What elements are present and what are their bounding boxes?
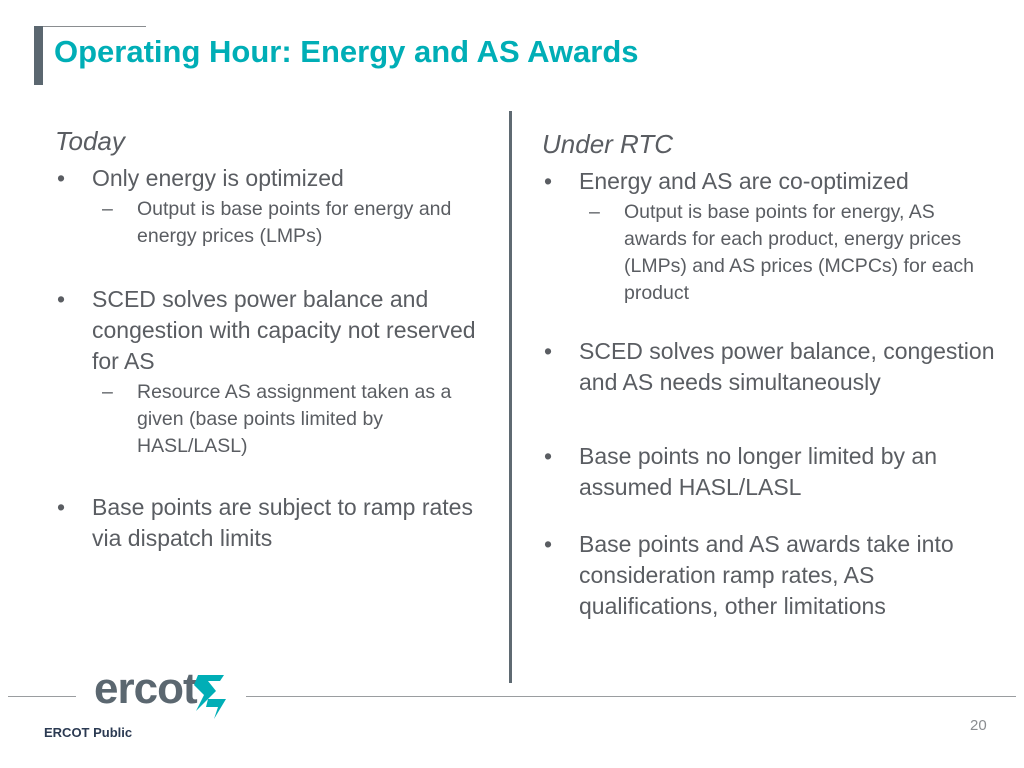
bullet-text: SCED solves power balance and congestion with capacity not reserved for AS	[92, 286, 476, 374]
bullet-text: Only energy is optimized	[92, 165, 344, 191]
lightning-bolt-icon	[194, 673, 228, 721]
column-under-rtc	[542, 129, 1002, 622]
column-heading-today: Today	[55, 126, 125, 156]
bullet-text: SCED solves power balance, congestion and AS needs simultaneously	[579, 338, 995, 395]
sub-bullet-item	[92, 379, 495, 460]
sub-bullet-text: Output is base points for energy, AS awards for each product, energy prices (LMPs) and AS prices (MCPCs) for each product	[624, 201, 975, 304]
bullet-text: Base points no longer limited by an assumed HASL/LASL	[579, 443, 937, 500]
bullet-dot-icon: •	[544, 338, 553, 364]
ercot-logo	[94, 664, 226, 724]
dash-icon: –	[102, 381, 113, 403]
column-divider	[509, 111, 512, 683]
bullet-dot-icon: •	[57, 494, 66, 520]
column-heading-under-rtc: Under RTC	[542, 129, 674, 159]
bullet-text: Base points are subject to ramp rates via dispatch limits	[92, 494, 473, 551]
bullet-dot-icon: •	[544, 531, 553, 557]
sub-bullet-text: Output is base points for energy and energy prices (LMPs)	[137, 198, 452, 247]
column-today	[55, 126, 495, 554]
classification-label: ERCOT Public	[44, 725, 133, 740]
bullet-text: Base points and AS awards take into consideration ramp rates, AS qualifications, other limitations	[579, 531, 954, 619]
dash-icon: –	[589, 201, 600, 223]
bullet-item	[55, 284, 495, 377]
bullet-dot-icon: •	[544, 443, 553, 469]
dash-icon: –	[102, 198, 113, 220]
page-number: 20	[970, 717, 987, 734]
bullet-item	[542, 336, 1002, 398]
sub-bullet-item	[92, 196, 495, 250]
bullet-dot-icon: •	[544, 168, 553, 194]
bullet-item	[542, 529, 1002, 622]
bullet-item	[542, 166, 1002, 197]
bullet-dot-icon: •	[57, 165, 66, 191]
title-top-rule	[36, 26, 146, 27]
footer-rule-right	[246, 696, 1016, 697]
slide-title: Operating Hour: Energy and AS Awards	[54, 34, 639, 69]
bullet-text: Energy and AS are co-optimized	[579, 168, 909, 194]
bullet-dot-icon: •	[57, 286, 66, 312]
bullet-item	[542, 441, 1002, 503]
title-accent-bar	[34, 26, 43, 85]
bullet-item	[55, 163, 495, 194]
sub-bullet-text: Resource AS assignment taken as a given (base points limited by HASL/LASL)	[137, 381, 452, 457]
logo-wordmark: ercot	[94, 664, 197, 713]
bullet-item	[55, 492, 495, 554]
footer-rule-left	[8, 696, 76, 697]
sub-bullet-item	[579, 199, 1002, 307]
